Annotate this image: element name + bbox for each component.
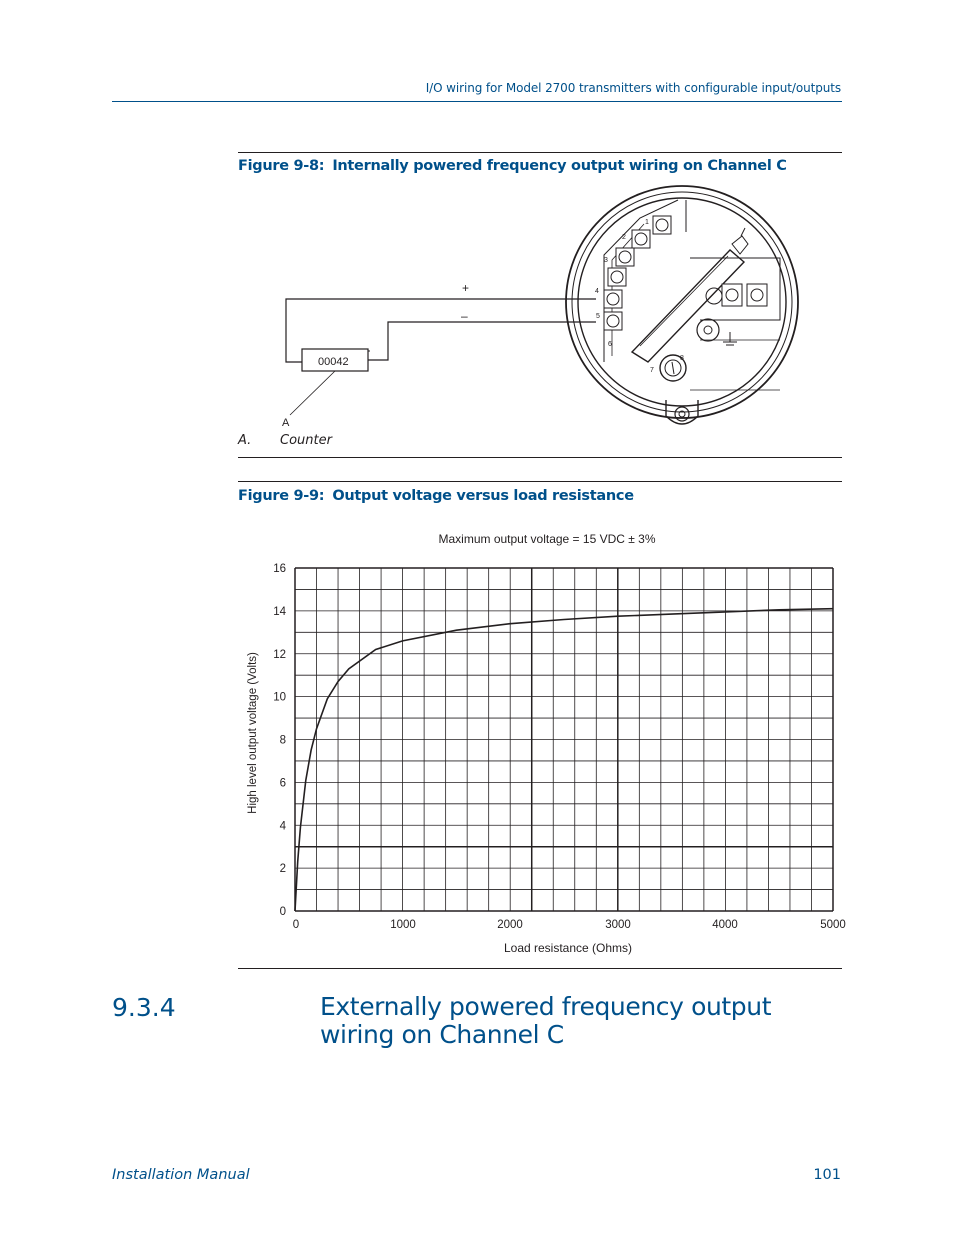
callout-a: A xyxy=(282,417,290,429)
x-axis-label: Load resistance (Ohms) xyxy=(503,941,633,955)
svg-text:8: 8 xyxy=(680,355,684,362)
svg-text:2: 2 xyxy=(622,234,626,241)
wiring-diagram xyxy=(0,180,954,440)
y-tick-label: 10 xyxy=(273,691,286,704)
figure-9-title: Output voltage versus load resistance xyxy=(332,488,634,504)
y-tick-label: 16 xyxy=(273,563,286,575)
y-tick-label: 0 xyxy=(279,906,286,918)
figure-9-number: Figure 9-9: xyxy=(238,488,325,504)
svg-text:3: 3 xyxy=(604,257,608,264)
svg-text:5: 5 xyxy=(596,313,600,320)
chart-title: Maximum output voltage = 15 VDC ± 3% xyxy=(438,532,656,546)
x-tick-label: 0 xyxy=(292,919,300,931)
svg-text:1: 1 xyxy=(645,219,649,226)
y-tick-labels xyxy=(273,563,286,918)
figure-8-caption xyxy=(238,158,787,174)
svg-text:6: 6 xyxy=(608,341,612,348)
x-tick-label: 2000 xyxy=(497,919,523,931)
counter-display: 00042 xyxy=(318,356,349,368)
figure-8-bottom-rule xyxy=(238,457,842,458)
footer-page-number: 101 xyxy=(813,1167,841,1183)
plus-label: + xyxy=(462,281,470,295)
figure-9-bottom-rule xyxy=(238,968,842,969)
figure-8-title: Internally powered frequency output wiring on Channel C xyxy=(332,158,787,174)
y-tick-label: 4 xyxy=(279,820,286,833)
legend-text: Counter xyxy=(280,433,332,448)
header-rule xyxy=(112,101,842,102)
y-tick-label: 8 xyxy=(279,734,286,747)
y-tick-label: 14 xyxy=(273,605,286,618)
section-number: 9.3.4 xyxy=(112,993,176,1022)
y-tick-label: 6 xyxy=(279,777,286,790)
ground-icon xyxy=(723,332,737,345)
voltage-chart xyxy=(0,520,954,970)
svg-text:7: 7 xyxy=(650,367,654,374)
x-tick-label: 4000 xyxy=(712,919,738,931)
y-axis-label: High level output voltage (Volts) xyxy=(247,652,259,814)
y-tick-label: 2 xyxy=(279,863,286,876)
x-tick-labels xyxy=(293,919,846,931)
footer-manual-title: Installation Manual xyxy=(112,1167,250,1183)
figure-9-top-rule xyxy=(238,481,842,482)
y-tick-label: 12 xyxy=(273,648,286,661)
legend-key: A. xyxy=(238,433,252,448)
figure-8-top-rule xyxy=(238,152,842,153)
x-tick-label: 1000 xyxy=(390,919,416,931)
figure-9-caption xyxy=(238,488,634,504)
figure-8-number: Figure 9-8: xyxy=(238,158,325,174)
minus-label: – xyxy=(461,309,468,323)
left-terminal-screws xyxy=(604,216,671,330)
right-terminal-screws xyxy=(722,284,767,306)
svg-text:4: 4 xyxy=(595,288,599,295)
running-header: I/O wiring for Model 2700 transmitters with configurable input/outputs xyxy=(425,81,841,95)
x-tick-label: 5000 xyxy=(820,919,846,931)
section-title: Externally powered frequency output wiring on Channel C xyxy=(320,992,772,1049)
x-tick-label: 3000 xyxy=(605,919,631,931)
